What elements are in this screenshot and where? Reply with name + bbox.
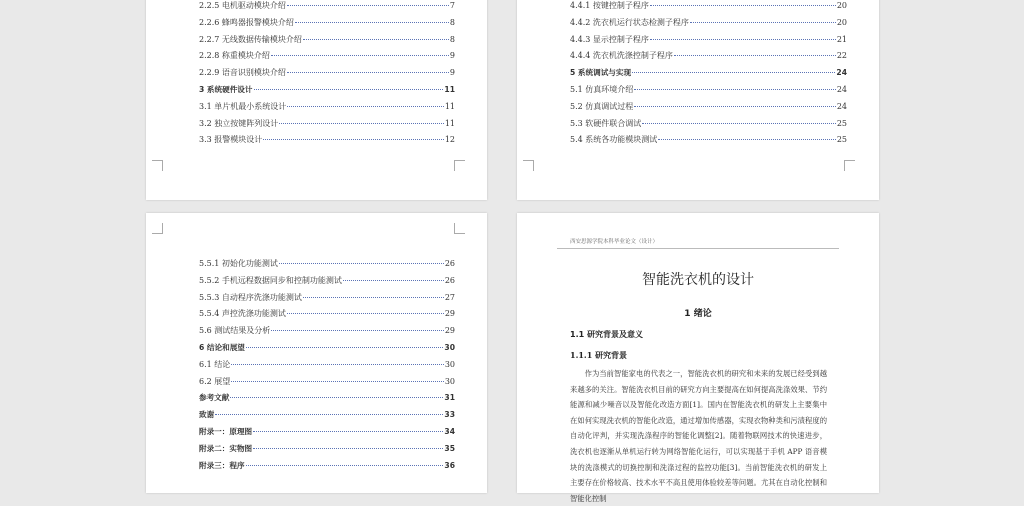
dot-leader <box>279 123 444 124</box>
toc-entry[interactable] <box>199 308 455 325</box>
dot-leader <box>658 139 836 140</box>
section-heading: 1.1 研究背景及意义 <box>570 330 643 339</box>
chapter-heading: 1 绪论 <box>684 309 712 319</box>
dot-leader <box>254 89 444 90</box>
toc-entry-title: 5.5.1 初始化功能测试 <box>199 259 278 268</box>
toc-entry[interactable] <box>199 325 455 342</box>
toc-page-number: 35 <box>444 443 455 453</box>
toc-entry-title: 参考文献 <box>199 393 230 403</box>
toc-page-number: 7 <box>449 1 455 10</box>
dot-leader <box>271 55 449 56</box>
toc-entry[interactable] <box>199 118 455 135</box>
toc-entry[interactable] <box>199 34 455 51</box>
toc-entry[interactable] <box>199 376 455 393</box>
toc-entry-title: 5.2 仿真调试过程 <box>570 101 634 111</box>
toc-list <box>199 258 455 476</box>
dot-leader <box>303 39 449 40</box>
dot-leader <box>271 330 444 331</box>
toc-entry[interactable] <box>570 84 847 101</box>
header-divider <box>557 248 839 249</box>
dot-leader <box>343 280 444 281</box>
dot-leader <box>253 448 443 449</box>
toc-page-number: 36 <box>444 460 455 470</box>
document-page <box>146 213 487 493</box>
page-header: 西安思源学院本科毕业论文（设计） <box>570 239 659 245</box>
toc-entry-title: 5.3 软硬件联合调试 <box>570 118 642 128</box>
toc-entry[interactable] <box>570 17 847 34</box>
dot-leader <box>650 39 836 40</box>
toc-page-number: 22 <box>836 51 847 61</box>
toc-entry[interactable] <box>199 0 455 17</box>
toc-entry[interactable] <box>199 409 455 426</box>
toc-entry[interactable] <box>570 134 847 151</box>
toc-entry-title: 2.2.6 蜂鸣器报警模块介绍 <box>199 17 294 27</box>
toc-entry[interactable] <box>199 342 455 359</box>
dot-leader <box>287 72 449 73</box>
toc-page-number: 25 <box>836 135 847 145</box>
toc-entry[interactable] <box>199 359 455 376</box>
document-page <box>517 0 879 200</box>
toc-entry-title: 2.2.8 称重模块介绍 <box>199 51 270 61</box>
toc-entry-title: 6.2 展望 <box>199 376 231 386</box>
toc-entry[interactable] <box>199 84 455 101</box>
document-page <box>517 213 879 503</box>
dot-leader <box>246 347 444 348</box>
dot-leader <box>690 22 836 23</box>
toc-entry-title: 3.2 独立按键阵列设计 <box>199 118 279 128</box>
toc-entry-title: 6 结论和展望 <box>199 342 245 352</box>
toc-entry-title: 附录二：实物图 <box>199 443 253 453</box>
crop-mark <box>152 160 163 171</box>
toc-entry[interactable] <box>570 0 847 17</box>
toc-entry-title: 2.2.7 无线数据传输模块介绍 <box>199 34 302 44</box>
toc-entry-title: 4.4.1 按键控制子程序 <box>570 1 649 10</box>
dot-leader <box>303 297 444 298</box>
toc-page-number: 34 <box>444 426 455 436</box>
toc-page-number: 24 <box>836 84 847 94</box>
dot-leader <box>632 72 835 73</box>
toc-page-number: 31 <box>444 393 455 403</box>
toc-entry[interactable] <box>199 17 455 34</box>
toc-page-number: 11 <box>444 118 455 128</box>
toc-page-number: 8 <box>449 17 455 27</box>
toc-page-number: 26 <box>444 259 455 268</box>
toc-page-number: 27 <box>444 292 455 302</box>
dot-leader <box>287 5 449 6</box>
toc-entry-title: 5.1 仿真环境介绍 <box>570 84 634 94</box>
toc-entry[interactable] <box>199 258 455 275</box>
toc-entry[interactable] <box>199 292 455 309</box>
toc-page-number: 8 <box>449 34 455 44</box>
dot-leader <box>642 123 836 124</box>
toc-page-number: 24 <box>836 101 847 111</box>
toc-page-number: 30 <box>444 342 455 352</box>
dot-leader <box>231 381 444 382</box>
crop-mark <box>454 160 465 171</box>
toc-entry-title: 2.2.9 语音识别模块介绍 <box>199 68 286 78</box>
dot-leader <box>253 431 443 432</box>
toc-entry-title: 5.5.2 手机远程数据同步和控制功能测试 <box>199 275 342 285</box>
toc-entry-title: 5.5.3 自动程序洗涤功能测试 <box>199 292 302 302</box>
toc-entry[interactable] <box>199 134 455 151</box>
toc-entry-title: 5.5.4 声控洗涤功能测试 <box>199 309 286 319</box>
toc-entry-title: 3 系统硬件设计 <box>199 84 253 94</box>
toc-entry[interactable] <box>570 118 847 135</box>
toc-entry-title: 4.4.4 洗衣机洗涤控制子程序 <box>570 51 673 61</box>
toc-page-number: 20 <box>836 17 847 27</box>
dot-leader <box>263 139 444 140</box>
crop-mark <box>844 160 855 171</box>
dot-leader <box>634 89 836 90</box>
toc-entry-title: 5.4 系统各功能模块测试 <box>570 135 658 145</box>
toc-list <box>570 0 847 151</box>
toc-page-number: 12 <box>444 135 455 145</box>
toc-entry[interactable] <box>199 101 455 118</box>
toc-page-number: 9 <box>449 68 455 78</box>
toc-page-number: 25 <box>836 118 847 128</box>
toc-entry[interactable] <box>570 101 847 118</box>
crop-mark <box>523 160 534 171</box>
toc-entry-title: 附录一：原理图 <box>199 426 253 436</box>
toc-entry[interactable] <box>570 50 847 67</box>
toc-entry-title: 5 系统调试与实现 <box>570 68 632 78</box>
document-page <box>146 0 487 200</box>
toc-entry-title: 4.4.3 显示控制子程序 <box>570 34 649 44</box>
toc-list <box>199 0 455 151</box>
toc-entry[interactable] <box>199 275 455 292</box>
dot-leader <box>634 106 836 107</box>
crop-mark <box>454 223 465 234</box>
toc-entry-title: 附录三：程序 <box>199 460 245 470</box>
toc-entry[interactable] <box>570 34 847 51</box>
toc-entry[interactable] <box>199 67 455 84</box>
toc-page-number: 20 <box>836 1 847 10</box>
toc-page-number: 29 <box>444 309 455 319</box>
dot-leader <box>215 414 443 415</box>
crop-mark <box>152 223 163 234</box>
toc-entry[interactable] <box>199 443 455 460</box>
toc-entry[interactable] <box>199 460 455 477</box>
toc-page-number: 33 <box>444 410 455 420</box>
toc-entry-title: 5.6 测试结果及分析 <box>199 326 271 336</box>
subsection-heading: 1.1.1 研究背景 <box>570 350 628 360</box>
dot-leader <box>231 364 444 365</box>
toc-page-number: 11 <box>444 101 455 111</box>
toc-entry[interactable] <box>199 392 455 409</box>
dot-leader <box>287 106 444 107</box>
toc-entry[interactable] <box>199 50 455 67</box>
dot-leader <box>650 5 836 6</box>
toc-entry[interactable] <box>570 67 847 84</box>
toc-page-number: 21 <box>836 34 847 44</box>
toc-entry-title: 致谢 <box>199 410 215 420</box>
toc-page-number: 9 <box>449 51 455 61</box>
toc-entry[interactable] <box>199 426 455 443</box>
toc-page-number: 11 <box>444 84 455 94</box>
toc-entry-title: 2.2.5 电机驱动模块介绍 <box>199 1 286 10</box>
toc-page-number: 26 <box>444 275 455 285</box>
toc-page-number: 30 <box>444 376 455 386</box>
dot-leader <box>287 313 444 314</box>
toc-entry-title: 3.1 单片机最小系统设计 <box>199 101 287 111</box>
toc-entry-title: 4.4.2 洗衣机运行状态检测子程序 <box>570 17 689 27</box>
document-title: 智能洗衣机的设计 <box>642 272 754 288</box>
toc-page-number: 30 <box>444 359 455 369</box>
dot-leader <box>674 55 836 56</box>
toc-page-number: 29 <box>444 326 455 336</box>
toc-entry-title: 3.3 报警模块设计 <box>199 135 263 145</box>
body-paragraph: 作为当前智能家电的代表之一，智能洗衣机的研究和未来的发展已经受到越来越多的关注。智能洗衣机目前的研究方向主要提高在如何提高洗涤效果、节约能源和减少噪音以及智能化改造方面[1]。国内在智能洗衣机的研发上主要集中在如何实现洗衣机的智能化改造，通过增加传感器，实现衣物种类和污渍程度的自动化评判，并实现洗涤程序的智能化调整[2]。随着物联网技术的快速进步，洗衣机也逐渐从单机运行转为网络智能化运行，可以实现基于手机 APP 语音模块的洗涤模式的切换控制和洗涤过程的监控功能[3]。当前智能洗衣机的研发上主要存在价格较高、技术水平不高且使用体验较差等问题。尤其在自动化控制和智能化控制 <box>570 369 827 503</box>
dot-leader <box>295 22 449 23</box>
dot-leader <box>230 397 443 398</box>
dot-leader <box>279 263 444 264</box>
toc-page-number: 24 <box>836 68 847 78</box>
toc-entry-title: 6.1 结论 <box>199 359 231 369</box>
dot-leader <box>246 465 444 466</box>
